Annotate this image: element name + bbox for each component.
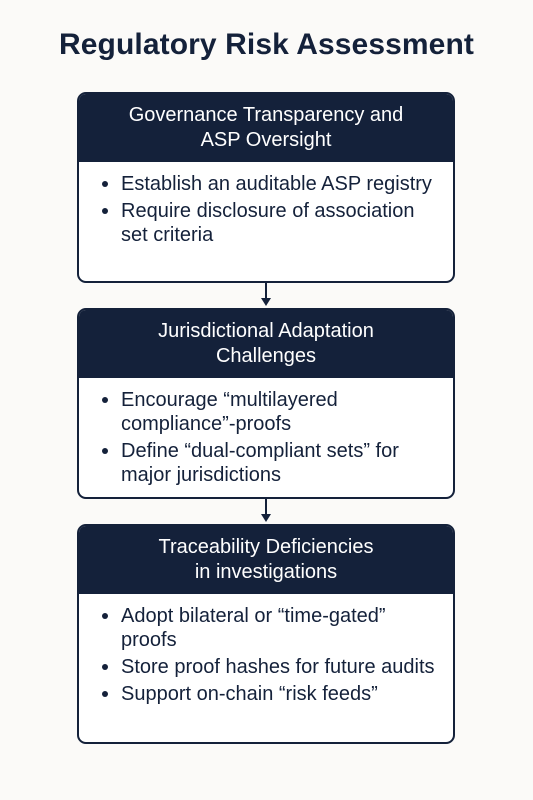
bullet-item bbox=[97, 439, 437, 487]
bullet-item bbox=[97, 172, 437, 196]
bullet-text: Define “dual-compliant sets” for major jurisdictions bbox=[121, 440, 399, 486]
section-heading-line: Traceability Deficiencies bbox=[158, 536, 374, 558]
bullet-item bbox=[97, 388, 437, 436]
bullet-text: Support on-chain “risk feeds” bbox=[121, 683, 378, 705]
section-card-governance bbox=[77, 92, 455, 283]
bullet-text: Encourage “multilayered compliance”-proofs bbox=[121, 389, 338, 435]
bullet-dot-icon bbox=[102, 208, 108, 214]
bullet-text: Store proof hashes for future audits bbox=[121, 656, 435, 678]
section-heading-line: Governance Transparency and bbox=[128, 104, 404, 126]
bullet-text: Establish an auditable ASP registry bbox=[121, 173, 432, 195]
bullet-dot-icon bbox=[102, 181, 108, 187]
section-body bbox=[79, 378, 453, 487]
bullet-text: Require disclosure of association set criteria bbox=[121, 200, 415, 246]
bullet-text: Adopt bilateral or “time-gated” proofs bbox=[121, 605, 386, 651]
down-arrow-icon bbox=[260, 283, 272, 308]
bullet-dot-icon bbox=[102, 397, 108, 403]
section-card-traceability bbox=[77, 524, 455, 744]
section-header bbox=[79, 94, 453, 162]
bullet-dot-icon bbox=[102, 691, 108, 697]
bullet-dot-icon bbox=[102, 664, 108, 670]
diagram-title: Regulatory Risk Assessment bbox=[59, 28, 474, 61]
bullet-item bbox=[97, 682, 437, 706]
section-body bbox=[79, 594, 453, 706]
section-header bbox=[79, 526, 453, 594]
bullet-dot-icon bbox=[102, 613, 108, 619]
section-header bbox=[79, 310, 453, 378]
bullet-item bbox=[97, 655, 437, 679]
section-body bbox=[79, 162, 453, 247]
section-heading-line: ASP Oversight bbox=[200, 129, 332, 151]
bullet-item bbox=[97, 604, 437, 652]
section-heading-line: Challenges bbox=[215, 345, 317, 367]
section-card-jurisdictional bbox=[77, 308, 455, 499]
down-arrow-icon bbox=[260, 499, 272, 524]
bullet-dot-icon bbox=[102, 448, 108, 454]
section-heading-line: in investigations bbox=[194, 561, 338, 583]
bullet-item bbox=[97, 199, 437, 247]
section-heading-line: Jurisdictional Adaptation bbox=[158, 320, 374, 342]
